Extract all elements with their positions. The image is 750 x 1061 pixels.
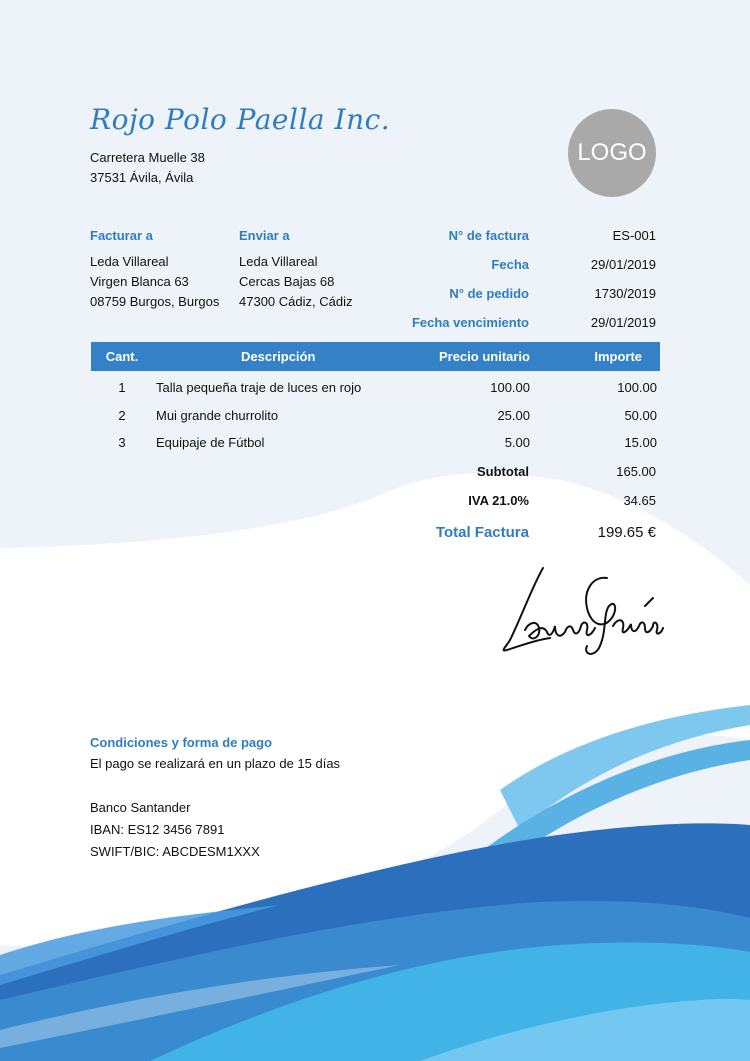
due-date-value: 29/01/2019 [590,315,656,330]
company-address-line2: 37531 Ávila, Ávila [90,170,194,185]
header-amount: Importe [594,349,642,364]
order-number-label: N° de pedido [449,286,529,301]
row-amount: 50.00 [624,408,657,423]
invoice-number-label: N° de factura [448,228,529,243]
row-unit-price: 5.00 [504,435,530,450]
table-row [91,408,660,430]
table-header [91,342,660,371]
bill-to-line1: Virgen Blanca 63 [90,274,189,289]
ship-to-line1: Cercas Bajas 68 [239,274,335,289]
order-number-value: 1730/2019 [594,286,656,301]
bill-to-name: Leda Villareal [90,254,169,269]
row-description: Talla pequeña traje de luces en rojo [156,380,362,395]
row-unit-price: 25.00 [497,408,530,423]
company-name: Rojo Polo Paella Inc. [90,103,391,136]
tax-label: IVA 21.0% [468,493,529,508]
row-qty: 1 [118,380,126,395]
row-description: Mui grande churrolito [156,408,279,423]
terms-label: Condiciones y forma de pago [90,735,273,750]
invoice-date-label: Fecha [491,257,529,272]
total-value: 199.65 € [597,524,656,541]
invoice-number-value: ES-001 [612,228,656,243]
company-address-line1: Carretera Muelle 38 [90,150,205,165]
row-amount: 15.00 [624,435,657,450]
header-qty: Cant. [105,349,139,364]
row-qty: 2 [118,408,126,423]
invoice-date-value: 29/01/2019 [590,257,656,272]
bank-name: Banco Santander [90,800,191,815]
row-description: Equipaje de Fútbol [156,435,265,450]
row-qty: 3 [118,435,126,450]
bill-to-label: Facturar a [90,228,153,243]
row-amount: 100.00 [617,380,657,395]
bill-to-line2: 08759 Burgos, Burgos [90,294,220,309]
terms-text: El pago se realizará en un plazo de 15 días [90,756,341,771]
due-date-label: Fecha vencimiento [411,315,529,330]
company-logo: LOGO [568,109,656,197]
header-description: Descripción [241,349,316,364]
ship-to-line2: 47300 Cádiz, Cádiz [239,294,353,309]
subtotal-label: Subtotal [477,464,529,479]
row-unit-price: 100.00 [490,380,530,395]
header-unit-price: Precio unitario [438,349,530,364]
ship-to-name: Leda Villareal [239,254,318,269]
bank-iban: IBAN: ES12 3456 7891 [90,822,225,837]
tax-value: 34.65 [623,493,656,508]
table-row [91,380,660,402]
subtotal-value: 165.00 [616,464,656,479]
ship-to-label: Enviar a [239,228,290,243]
total-label: Total Factura [435,524,529,541]
table-row [91,435,660,457]
bank-swift: SWIFT/BIC: ABCDESM1XXX [90,844,260,859]
signature [495,560,665,660]
